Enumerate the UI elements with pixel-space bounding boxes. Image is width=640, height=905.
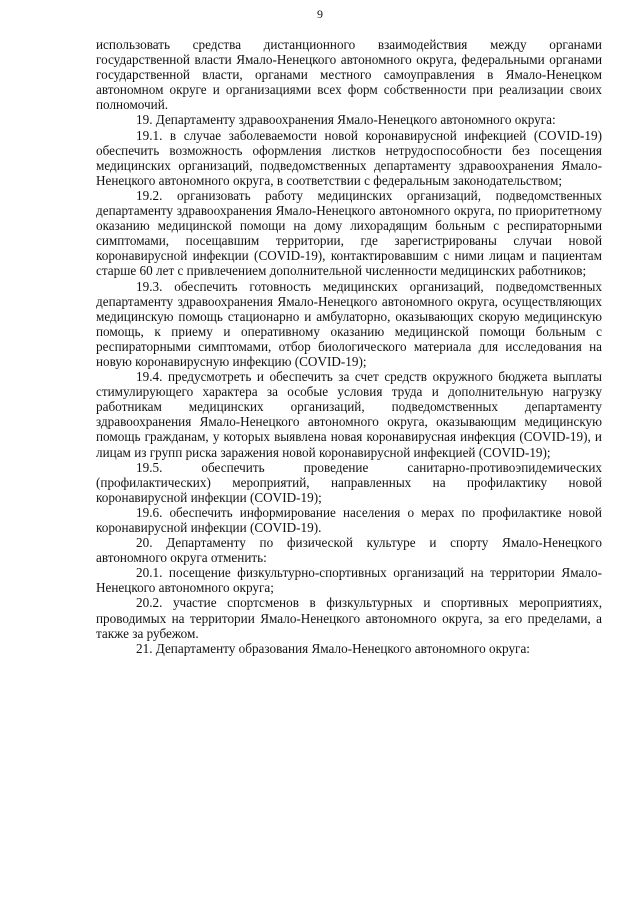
paragraph-item-19-1: 19.1. в случае заболеваемости новой коронавирусной инфекцией (COVID-19) обеспечить возможность оформления листков нетрудоспособности без посещения медицинских организаций, подведомственных департаменту здравоохранения Ямало-Ненецкого автономного округа, в соответствии с федеральным законодательством; [96, 127, 602, 188]
paragraph-item-19-6: 19.6. обеспечить информирование населения о мерах по профилактике новой коронавирусной инфекции (COVID-19). [96, 504, 602, 535]
paragraph-item-20: 20. Департаменту по физической культуре и спорту Ямало-Ненецкого автономного округа отменить: [96, 535, 602, 566]
paragraph-continuation: использовать средства дистанционного взаимодействия между органами государственной власти Ямало-Ненецкого автономного округа, федеральными органами государственной власти, органами местного самоуправления в Ямало-Ненецком автономном округе и организациями всех форм собственности при реализации своих полномочий. [96, 37, 602, 113]
paragraph-item-19-2: 19.2. организовать работу медицинских организаций, подведомственных департаменту здравоохранения Ямало-Ненецкого автономного округа, по приоритетному оказанию медицинской помощи на дому лихорадящим больным с респираторными симптомами, посещавшим территории, где зарегистрированы случаи новой коронавирусной инфекции (COVID-19), контактировавшим с ними лицам и пациентам старше 60 лет с привлечением дополнительной численности медицинских работников; [96, 187, 602, 279]
paragraph-item-21: 21. Департаменту образования Ямало-Ненецкого автономного округа: [136, 640, 530, 656]
document-body [96, 37, 602, 656]
paragraph-item-20-2: 20.2. участие спортсменов в физкультурных и спортивных мероприятиях, проводимых на территории Ямало-Ненецкого автономного округа, за его пределами, а также за рубежом. [96, 595, 602, 641]
paragraph-item-19-5: 19.5. обеспечить проведение санитарно-противоэпидемических (профилактических) мероприятий, направленных на профилактику новой коронавирусной инфекции (COVID-19); [96, 459, 602, 505]
page-number: 9 [317, 7, 323, 21]
paragraph-item-19-3: 19.3. обеспечить готовность медицинских организаций, подведомственных департаменту здравоохранения Ямало-Ненецкого автономного округа, осуществляющих медицинскую помощь стационарно и амбулаторно, оказывающих скорую медицинскую помощь, к приему и оперативному оказанию медицинской помощи больным с респираторными симптомами, отбор биологического материала для исследования на новую коронавирусную инфекцию (COVID-19); [96, 278, 602, 369]
paragraph-item-19: 19. Департаменту здравоохранения Ямало-Ненецкого автономного округа: [136, 112, 556, 128]
paragraph-item-20-1: 20.1. посещение физкультурно-спортивных организаций на территории Ямало-Ненецкого автономного округа; [96, 565, 602, 596]
paragraph-item-19-4: 19.4. предусмотреть и обеспечить за счет средств окружного бюджета выплаты стимулирующего характера за особые условия труда и дополнительную нагрузку работникам медицинских организаций, подведомственных департаменту здравоохранения Ямало-Ненецкого автономного округа, оказывающим медицинскую помощь гражданам, у которых выявлена новая коронавирусная инфекция (COVID-19), и лицам из групп риска заражения новой коронавирусной инфекцией (COVID-19); [96, 369, 602, 460]
